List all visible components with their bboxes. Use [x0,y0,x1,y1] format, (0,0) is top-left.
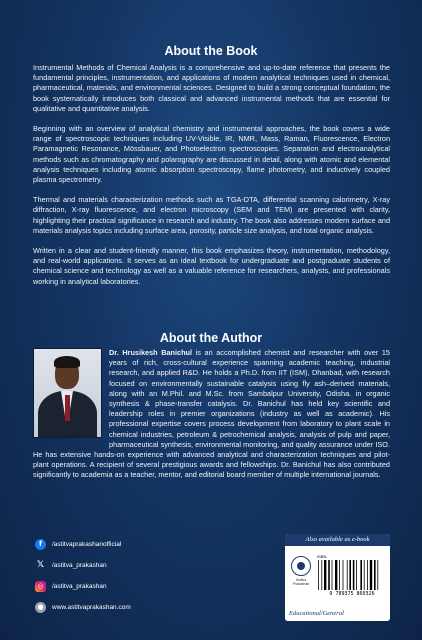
instagram-link[interactable] [35,576,225,596]
barcode-icon [317,560,387,590]
x-icon: 𝕏 [36,560,45,570]
barcode-area [285,546,390,606]
book-paragraph-3: Thermal and materials characterization methods such as TGA-DTA, differential scanning calorimetry, X-ray diffraction, X-ray fluorescence, and electron microscopy (SEM and TEM) are presented with clarity, highlighting their practical significance in research and industry. The book also addresses modern surface and materials analysis topics including surface area, porosity, particle size analysis, and total organic analysis. [33,195,390,235]
book-paragraph-1: Instrumental Methods of Chemical Analysis is a comprehensive and up-to-date reference that presents the fundamental principles, instrumentation, and applications of modern analytical techniques used in chemical, pharmaceutical, materials, and environmental sciences. Designed to build a strong conceptual foundation, the book systematically introduces both classical and advanced instrumental methods that are essential for qualitative and quantitative analysis. [33,63,390,113]
category-label: Educational/General [285,606,390,621]
publisher-logo-icon [291,556,311,576]
facebook-link[interactable] [35,534,225,554]
about-book-heading: About the Book [164,44,258,58]
book-paragraph-2: Beginning with an overview of analytical chemistry and instrumental approaches, the book covers a wide range of spectroscopic techniques including UV-Visible, IR, NMR, Mass, Raman, Fluorescence, Electron Paramagnetic Resonance, Mössbauer, and Photoelectron spectroscopies. Separation and electroanalytical methods such as chromatography and polarography are discussed in detail, along with atomic and elemental analysis techniques including atomic absorption spectroscopy, flame photometry, and inductively coupled plasma spectrometry. [33,124,390,185]
instagram-handle: /astitva_prakashan [52,582,107,590]
book-paragraph-4: Written in a clear and student-friendly manner, this book emphasizes theory, instrumentation, methodology, and real-world applications. It serves as an ideal textbook for undergraduate and postgraduate students of chemical science and technology as well as a valuable reference for researchers, analysts, and professionals working in analytical laboratories. [33,246,390,286]
x-link[interactable] [35,555,225,575]
about-author-heading: About the Author [159,331,263,345]
about-book-text [33,63,390,297]
about-author-section [33,348,390,481]
barcode-panel [285,534,390,621]
website-url: www.astitvaprakashan.com [52,603,131,611]
instagram-icon: ◎ [35,581,46,592]
publisher-name: Astitva Prakashan [292,578,310,586]
isbn-number: 9 789375 860326 [329,591,375,597]
x-handle: /astitva_prakashan [52,561,107,569]
website-link[interactable] [35,597,225,617]
isbn-label: ISBN [317,554,327,559]
author-name: Dr. Hrusikesh Banichul [109,348,193,357]
facebook-handle: /astitvaprakashanofficial [52,540,122,548]
facebook-icon: f [35,539,46,550]
ebook-banner: Also available as e-book [285,534,390,546]
author-photo [33,348,102,438]
globe-icon: ● [35,602,46,613]
author-bio-text: is an accomplished chemist and researcher with over 15 years of rich, cross-cultural experience spanning academic teaching, industrial research, and applied R&D. He holds a Ph.D. from IIT (ISM), Dhanbad, with research focused on environmentally sustainable catalysis using fly ash–derived materials, along with an M.Phil. and M.Sc. from Sambalpur University, Odisha. in organic synthesis & phase-transfer catalysis. Dr. Banichul has held key scientific and leadership roles in premier organizations (industry as well as academic). His professional expertise covers process development from laboratory to plant scale in chemical industries, petroleum & petrochemical analysis, analysis of pulp and paper, pharmaceutical synthesis, environmental monitoring, and quality assurance under ISO. He has extensive hands-on experience with advanced analytical and characterization techniques and pilot-plant operations. A recipient of several prestigious awards and fellowships. Dr. Banichul has also contributed significantly to academia as a teacher, mentor, and editorial board member of multiple international journals. [33,348,390,480]
social-links [35,534,225,618]
